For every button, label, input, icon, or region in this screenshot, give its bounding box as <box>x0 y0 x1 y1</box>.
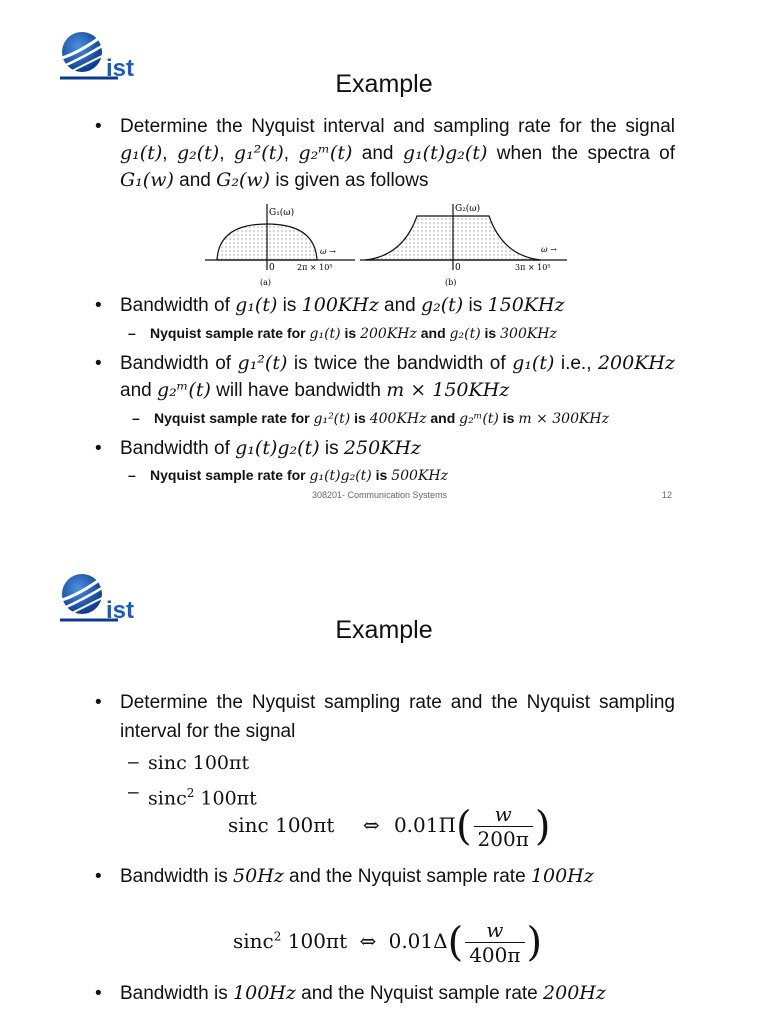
svg-text:0: 0 <box>455 263 461 273</box>
spectrum-b <box>360 203 567 287</box>
sub-nyquist-g1sq: – Nyquist sample rate for g₁²(t) is 400KHz and g₂ᵐ(t) is m × 300KHz <box>132 410 610 427</box>
dash-icon: – <box>128 467 136 483</box>
bullet-icon: • <box>95 116 102 137</box>
svg-text:ω →: ω → <box>541 245 557 254</box>
svg-text:0: 0 <box>269 263 275 273</box>
svg-text:ω →: ω → <box>320 247 336 256</box>
bullet-icon: • <box>95 983 102 1004</box>
sub-nyquist-g1-g2: – Nyquist sample rate for g₁(t) is 200KHz and g₂(t) is 300KHz <box>128 325 557 342</box>
spectrum-a <box>205 204 355 287</box>
bullet-icon: • <box>95 295 102 316</box>
svg-text:ist: ist <box>106 597 135 624</box>
svg-text:2π × 10⁵: 2π × 10⁵ <box>297 263 333 272</box>
svg-text:(a): (a) <box>260 278 272 287</box>
bullet-bandwidth-sinc: • Bandwidth is 50Hz and the Nyquist sample rate 100Hz <box>95 863 675 890</box>
svg-text:G₁(ω): G₁(ω) <box>269 208 295 218</box>
equation-sinc-transform: sinc 100πt ⇔ 0.01Π( $\frac{w}{200\pi}$ ) <box>228 802 551 851</box>
slide-title: Example <box>335 70 433 98</box>
bullet-bandwidth-sinc-squared: • Bandwidth is 100Hz and the Nyquist sample rate 200Hz <box>95 980 675 1007</box>
bullet-bandwidth-g1sq: • Bandwidth of g₁²(t) is twice the bandwidth of g₁(t) i.e., 200KHz and g₂ᵐ(t) will have bandwidth m × 150KHz <box>95 352 675 401</box>
dash-icon: – <box>128 325 136 341</box>
svg-text:(b): (b) <box>445 278 457 287</box>
dash-icon: – <box>128 752 139 773</box>
sub-nyquist-product: – Nyquist sample rate for g₁(t)g₂(t) is 500KHz <box>128 467 448 484</box>
bullet-icon: • <box>95 438 102 459</box>
dash-icon: – <box>132 410 140 426</box>
equation-sinc-squared-transform: sinc$^2$ 100πt ⇔ 0.01Δ( $\frac{w}{400\pi}$ ) <box>233 918 543 967</box>
dash-icon: – <box>128 782 139 803</box>
footer-page-number: 12 <box>662 490 673 500</box>
bullet-determine-sinc: • Determine the Nyquist sampling rate and the Nyquist sampling interval for the signal <box>95 688 675 746</box>
footer-course: 308201- Communication Systems <box>312 490 448 500</box>
svg-text:3π × 10⁵: 3π × 10⁵ <box>515 263 551 272</box>
spectra-figure <box>205 198 570 293</box>
sub-sinc: – sinc 100πt <box>128 752 250 774</box>
svg-text:ist: ist <box>106 55 135 82</box>
bullet-bandwidth-product: • Bandwidth of g₁(t)g₂(t) is 250KHz <box>95 435 675 462</box>
svg-text:G₂(ω): G₂(ω) <box>455 204 481 214</box>
bullet-bandwidth-g1-g2: • Bandwidth of g₁(t) is 100KHz and g₂(t) is 150KHz <box>95 292 675 319</box>
sub-sinc-squared: – sinc$^2$ 100πt <box>128 782 257 810</box>
bullet-icon: • <box>95 866 102 887</box>
bullet-icon: • <box>95 353 102 374</box>
bullet-determine: • Determine the Nyquist interval and sampling rate for the signal g₁(t), g₂(t), g₁²(t), g₂ᵐ(t) and g₁(t)g₂(t) when the spectra of G₁(w) and G₂(w) is given as follows <box>95 113 675 194</box>
bullet-icon: • <box>95 692 102 713</box>
slide-title: Example <box>335 616 433 644</box>
slide-2 <box>0 540 768 1024</box>
